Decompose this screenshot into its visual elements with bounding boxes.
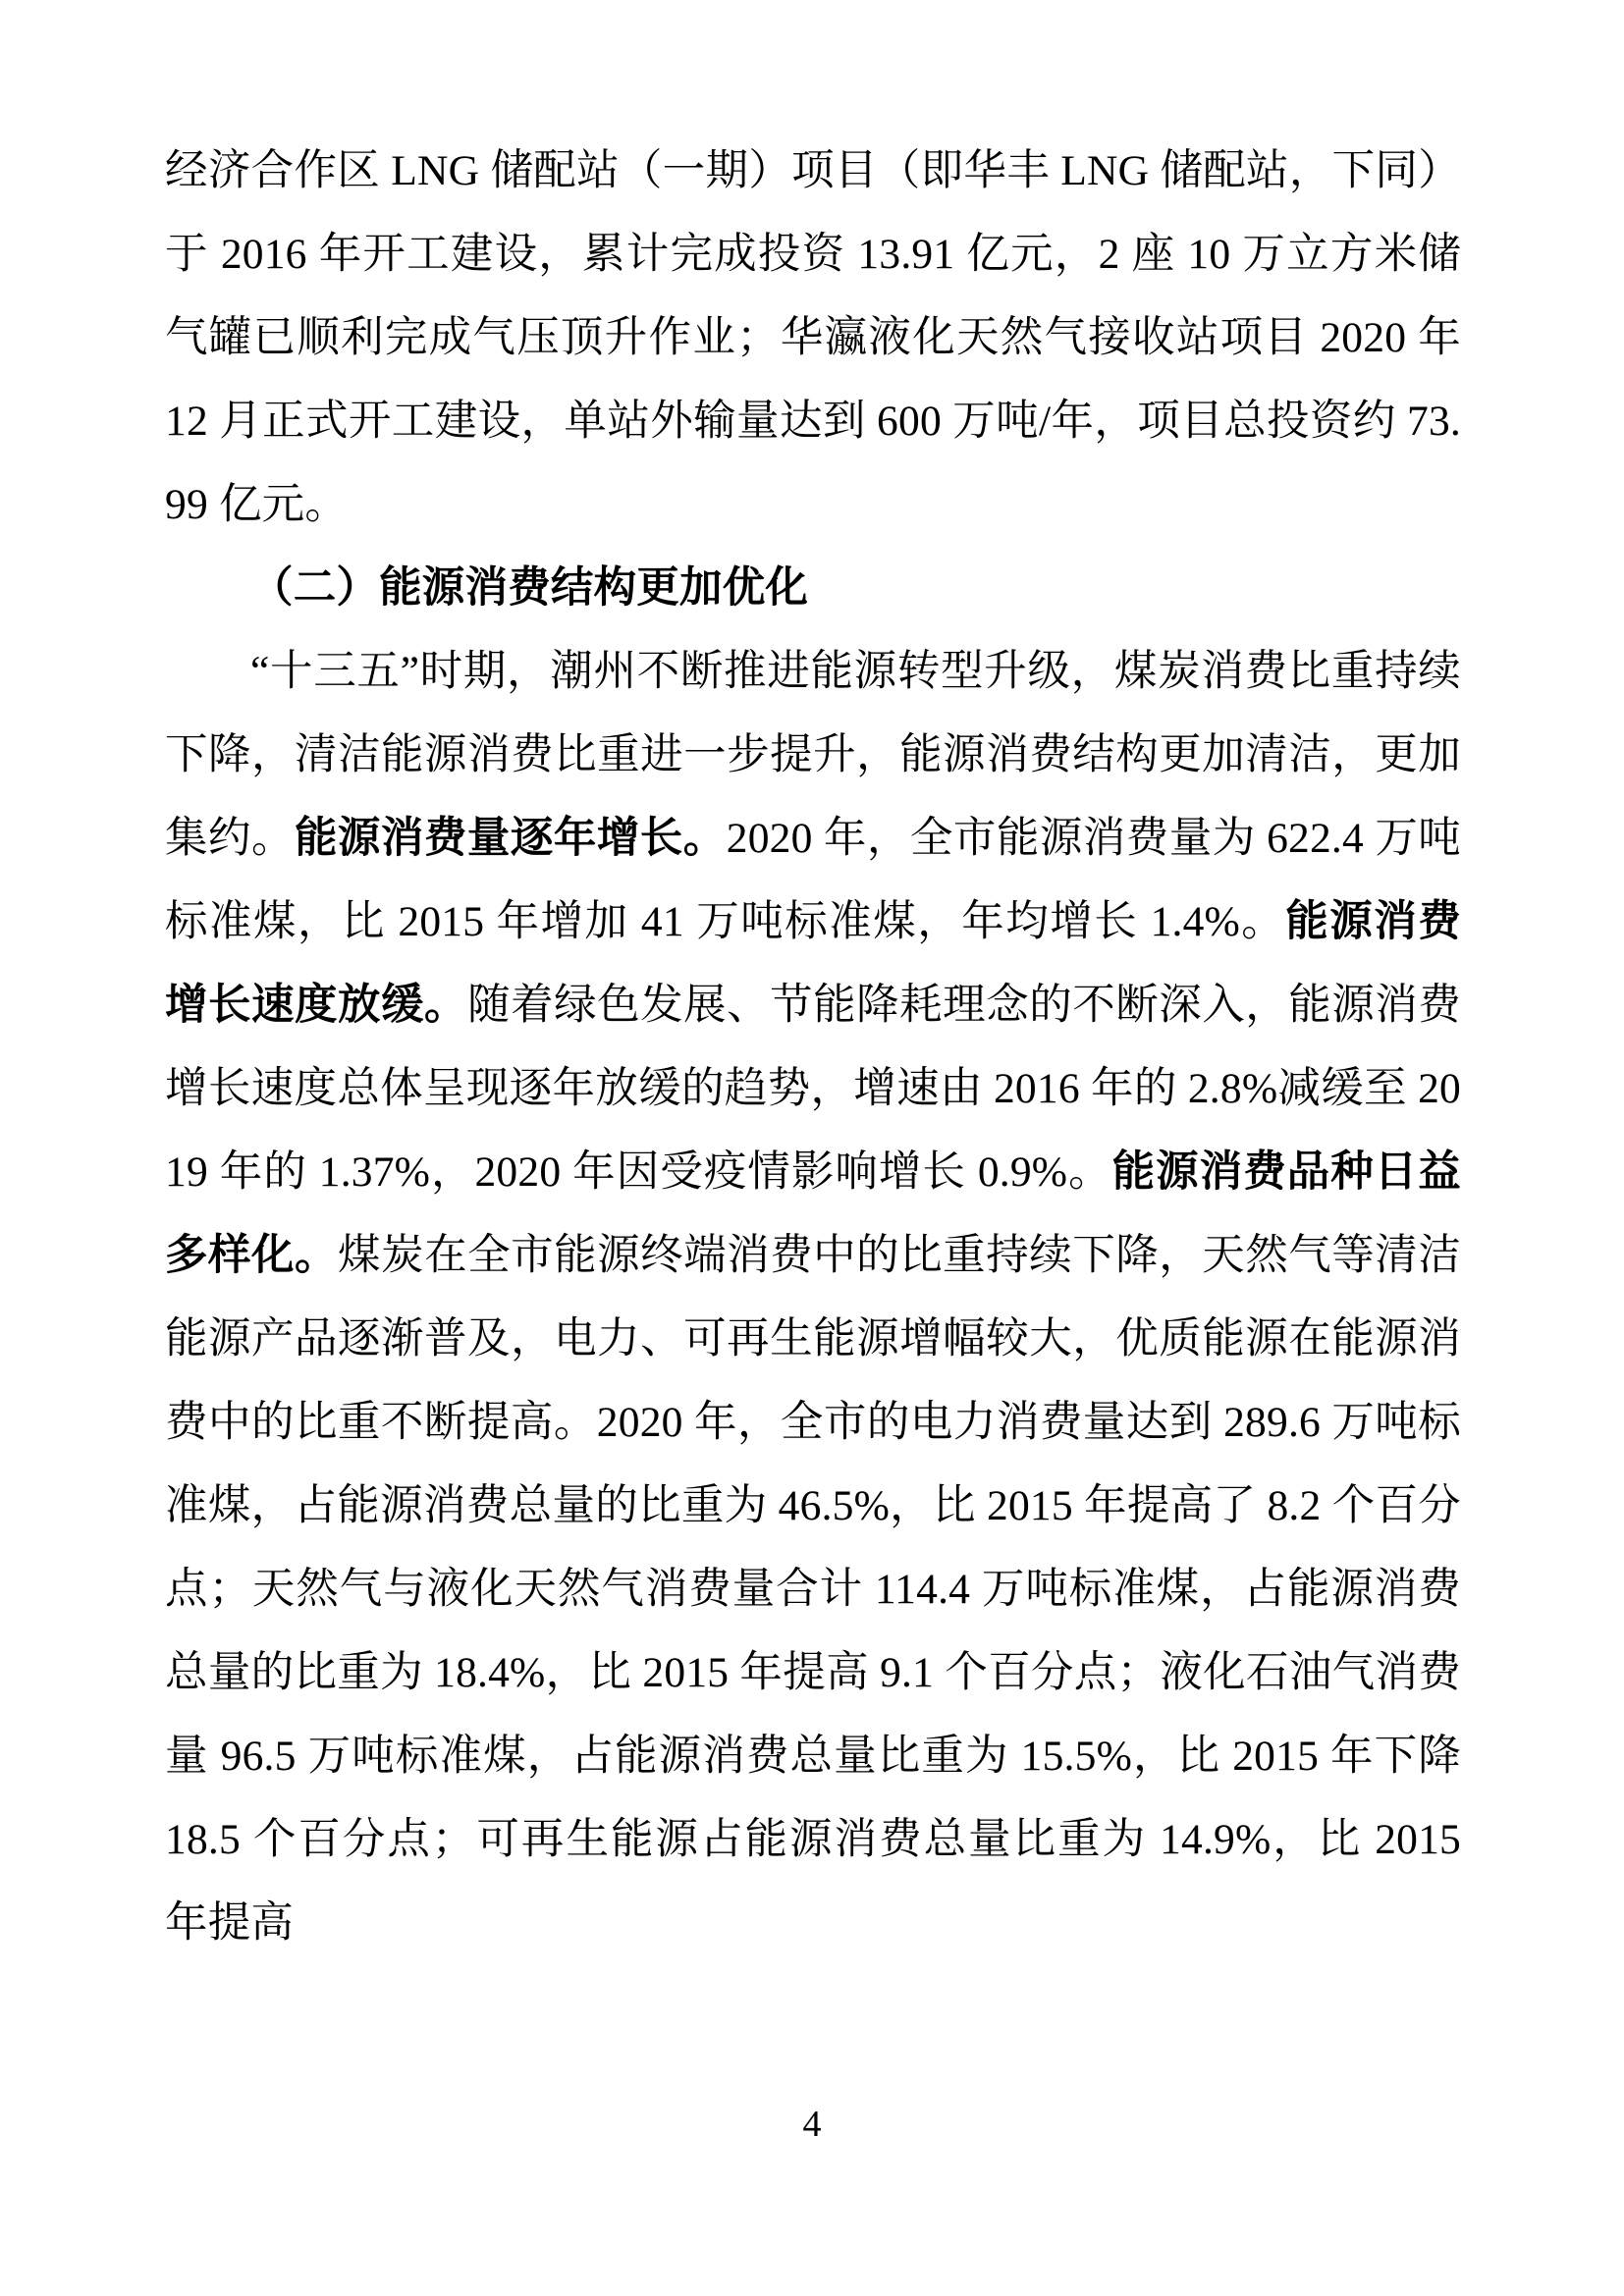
text-run-bold-diversification: 能源消费品种日益多样化。 [165,1148,1462,1279]
text-run-growth-trend: 随着绿色发展、节能降耗理念的不断深入，能源消费增长速度总体呈现逐年放缓的趋势，增速由 2016 年的 2.8%减缓至 2019 年的 1.37%，2020 年因受疫情影响增长 0.9%。 [165,982,1461,1196]
page-number: 4 [802,2104,822,2145]
text-run-bold-annual-growth: 能源消费量逐年增长。 [294,815,727,862]
text-run-energy-mix-figures: 煤炭在全市能源终端消费中的比重持续下降，天然气等清洁能源产品逐渐普及，电力、可再生能源增幅较大，优质能源在能源消费中的比重不断提高。2020 年，全市的电力消费量达到 289.6 万吨标准煤，占能源消费总量的比重为 46.5%，比 2015 年提高了 8.2 个百分点；天然气与液化天然气消费量合计 114.4 万吨标准煤，占能源消费总量的比重为 18.4%，比 2015 年提高 9.1 个百分点；液化石油气消费量 96.5 万吨标准煤，占能源消费总量比重为 15.5%，比 2015 年下降 18.5 个百分点；可再生能源占能源消费总量比重为 14.9%，比 2015 年提高 [165,1232,1461,1947]
page-content [165,130,1461,1965]
paragraph-lng-projects: 经济合作区 LNG 储配站（一期）项目（即华丰 LNG 储配站，下同）于 2016 年开工建设，累计完成投资 13.91 亿元，2 座 10 万立方米储气罐已顺利完成气压顶升作业；华瀛液化天然气接收站项目 2020 年 12 月正式开工建设，单站外输量达到 600 万吨/年，项目总投资约 73.99 亿元。 [165,147,1461,528]
text-run-bold-growth-slowdown: 能源消费增长速度放缓。 [165,898,1461,1029]
section-heading-energy-structure: （二）能源消费结构更加优化 [250,564,809,612]
text-run-intro: “十三五”时期，潮州不断推进能源转型升级，煤炭消费比重持续下降，清洁能源消费比重进一步提升，能源消费结构更加清洁，更加集约。 [165,648,1461,862]
text-run-consumption-figures: 2020 年，全市能源消费量为 622.4 万吨标准煤，比 2015 年增加 41 万吨标准煤，年均增长 1.4%。 [165,815,1461,945]
paragraph-energy-consumption [165,630,1461,1965]
